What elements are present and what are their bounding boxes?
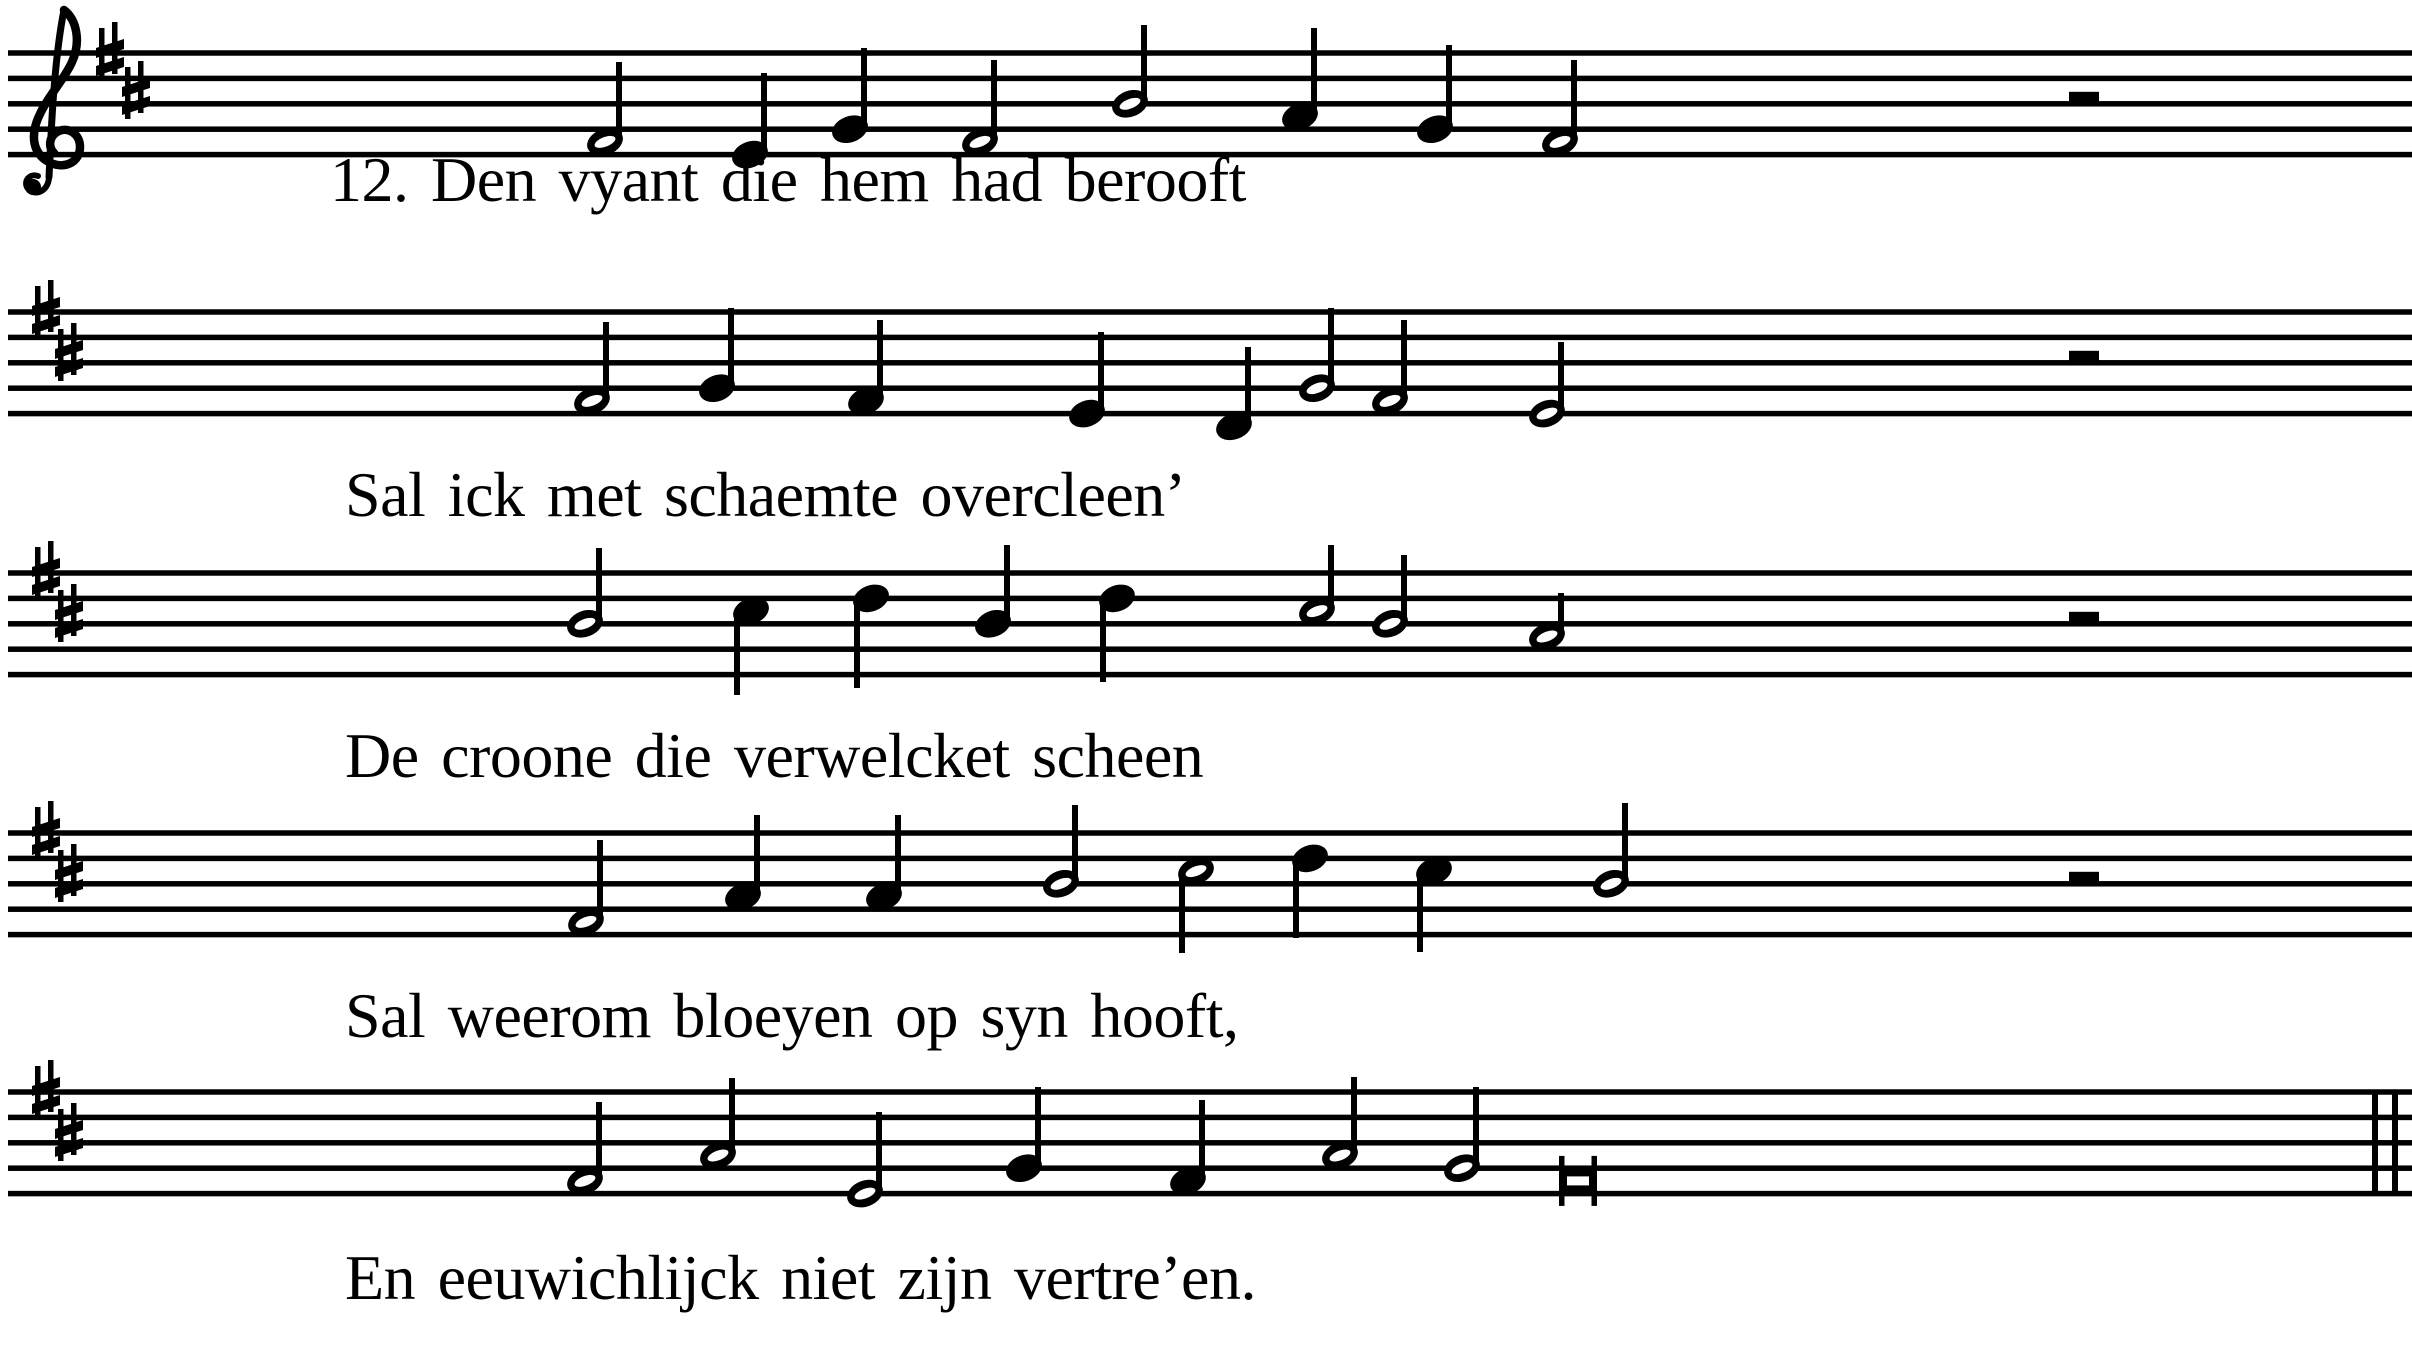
sharp-icon <box>55 323 83 381</box>
stem <box>854 601 860 688</box>
stem <box>1100 601 1106 682</box>
staff-line <box>8 646 2412 652</box>
clef-tail-dot <box>25 179 41 195</box>
staff-line <box>8 596 2412 602</box>
stem <box>729 1078 735 1153</box>
staff-line <box>8 1115 2412 1121</box>
lyric-line-1: 12. Den vyant die hem had berooft <box>330 144 1246 215</box>
stem <box>1245 347 1251 423</box>
staff-line <box>8 830 2412 836</box>
note-B4-half <box>1108 25 1152 123</box>
staff-line <box>8 1165 2412 1171</box>
note-C#5-quarter <box>729 592 773 695</box>
stem <box>1558 593 1564 634</box>
stem <box>616 62 622 139</box>
staff-line <box>8 309 2412 315</box>
stem <box>895 815 901 894</box>
stem <box>1401 320 1407 398</box>
note-G4-quarter <box>1002 1087 1046 1187</box>
staff-line <box>8 906 2412 912</box>
staff-2 <box>8 280 2412 445</box>
note-D5-quarter <box>1095 580 1139 682</box>
staff-line <box>8 621 2412 627</box>
note-B4-half <box>1039 805 1083 903</box>
sharp-icon <box>32 280 60 338</box>
note-B4-half <box>1589 803 1633 903</box>
stem <box>1446 45 1452 126</box>
note-E4-quarter <box>1065 332 1109 432</box>
stem <box>728 308 734 385</box>
sharp-icon <box>55 844 83 902</box>
note-A4-quarter <box>862 815 906 915</box>
note-F#4-breve <box>1559 1156 1597 1206</box>
staff-line <box>8 335 2412 341</box>
staff-3 <box>8 541 2412 695</box>
stem <box>1072 805 1078 881</box>
sharp-icon <box>122 61 150 119</box>
sharp-icon <box>55 584 83 642</box>
note-A4-quarter <box>1278 28 1322 135</box>
half-rest <box>2069 92 2099 104</box>
stem <box>1571 60 1577 139</box>
staff-line <box>8 411 2412 417</box>
half-rest <box>2069 612 2099 624</box>
note-F#4-half <box>564 840 608 941</box>
stem <box>596 548 602 621</box>
stem <box>1401 555 1407 621</box>
stem <box>761 73 767 152</box>
note-G4-half <box>1440 1087 1484 1187</box>
stem <box>1179 874 1185 953</box>
final-barline <box>2392 1090 2398 1196</box>
note-C#5-half <box>1174 852 1218 953</box>
staff-line <box>8 126 2412 132</box>
staff-line <box>8 50 2412 56</box>
stem <box>597 840 603 919</box>
stem <box>1473 1087 1479 1165</box>
stem <box>877 320 883 398</box>
note-F#4-half <box>1538 60 1582 161</box>
stem <box>876 1112 882 1191</box>
stem <box>1351 1077 1357 1153</box>
stem <box>1558 342 1564 411</box>
breve-stroke <box>1559 1156 1565 1206</box>
note-A4-quarter <box>721 815 765 915</box>
stem <box>734 614 740 695</box>
lyric-line-5: En eeuwichlijck niet zijn vertre’en. <box>345 1242 1256 1313</box>
stem <box>1199 1100 1205 1178</box>
sharp-icon <box>55 1103 83 1161</box>
stem <box>1293 861 1299 938</box>
note-G4-quarter <box>695 308 739 407</box>
note-G4-quarter <box>828 48 872 148</box>
stem <box>1311 28 1317 114</box>
stem <box>603 322 609 398</box>
sharp-icon <box>32 1060 60 1118</box>
staff-line <box>8 932 2412 938</box>
stem <box>1004 545 1010 621</box>
stem <box>1417 874 1423 952</box>
stem <box>1098 332 1104 411</box>
stem <box>596 1102 602 1178</box>
stem <box>861 48 867 126</box>
stem <box>1141 25 1147 101</box>
sharp-icon <box>32 541 60 599</box>
note-G4-half <box>1295 308 1339 407</box>
staff-5 <box>8 1060 2412 1212</box>
sharp-icon <box>32 801 60 859</box>
staff-line <box>8 570 2412 576</box>
half-rest <box>2069 351 2099 363</box>
note-B4-quarter <box>971 545 1015 643</box>
breve-stroke <box>1592 1156 1598 1206</box>
stem <box>1622 803 1628 881</box>
staff-line <box>8 1140 2412 1146</box>
note-E4-half <box>843 1112 887 1212</box>
note-D5-quarter <box>1288 840 1332 938</box>
final-barline <box>2372 1090 2378 1196</box>
staff-line <box>8 101 2412 107</box>
stem <box>1328 545 1334 608</box>
lyric-line-4: Sal weerom bloeyen op syn hooft, <box>345 980 1239 1051</box>
stem <box>991 60 997 139</box>
breve-hole <box>1567 1176 1589 1185</box>
staff-line <box>8 385 2412 391</box>
note-D5-quarter <box>849 580 893 688</box>
note-G4-quarter <box>1413 45 1457 148</box>
lyric-line-3: De croone die verwelcket scheen <box>345 720 1204 791</box>
staff-line <box>8 672 2412 678</box>
stem <box>1035 1087 1041 1165</box>
staff-line <box>8 1191 2412 1197</box>
note-B4-half <box>563 548 607 643</box>
lyric-line-2: Sal ick met schaemte overcleen’ <box>345 459 1186 530</box>
half-rest <box>2069 872 2099 884</box>
staff-line <box>8 881 2412 887</box>
staff-line <box>8 1089 2412 1095</box>
note-C#5-half <box>1295 545 1339 630</box>
staff-line <box>8 360 2412 366</box>
stem <box>754 815 760 894</box>
staff-4 <box>8 801 2412 953</box>
stem <box>1328 308 1334 385</box>
staff-line <box>8 76 2412 82</box>
